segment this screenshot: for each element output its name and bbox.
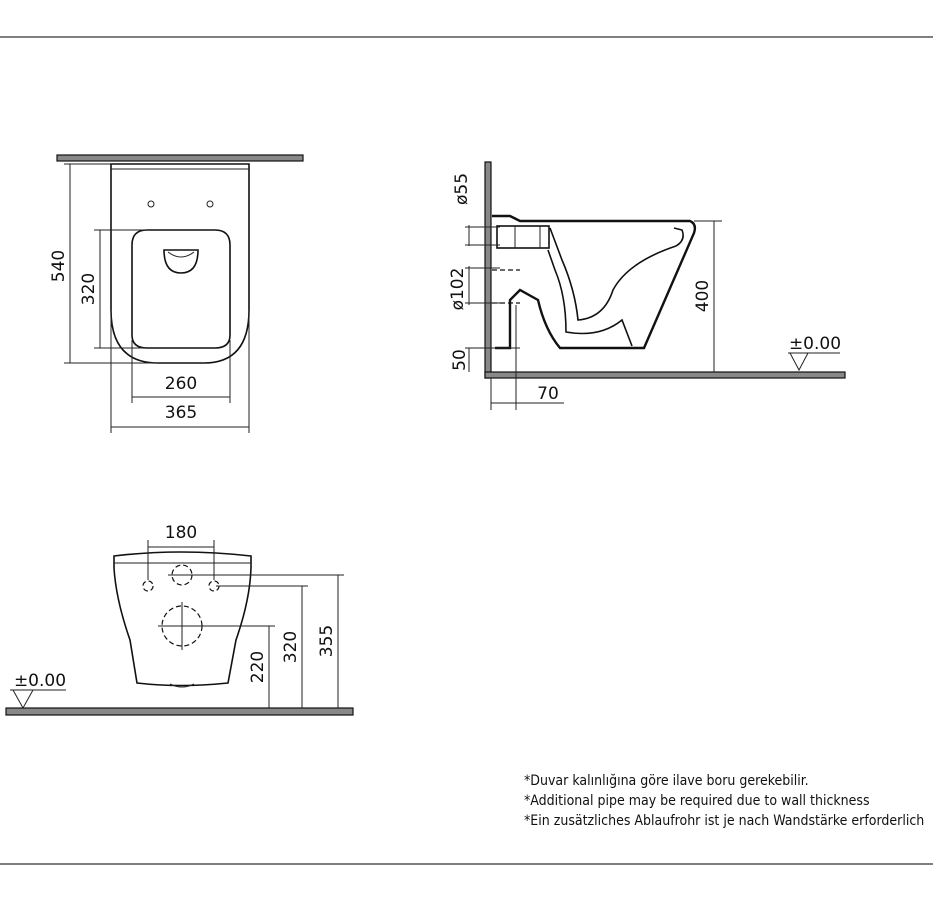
dim-label-70: 70 (537, 384, 559, 404)
rear-bolt-left (143, 581, 153, 591)
floor-level-marker (790, 353, 808, 370)
dim-label-260: 260 (164, 374, 198, 394)
note-german: *Ein zusätzliches Ablaufrohr ist je nach Wandstärke erforderlich (524, 813, 925, 829)
flush-outlet (164, 250, 198, 273)
flush-inlet (497, 226, 549, 248)
installation-notes (524, 773, 924, 829)
note-turkish: *Duvar kalınlığına göre ilave boru gerekebilir. (524, 773, 809, 789)
dim-label-320-rear: 320 (281, 630, 301, 664)
side-bowl-inner-trap-2 (548, 250, 632, 346)
dim-label-220: 220 (248, 650, 268, 684)
note-english: *Additional pipe may be required due to wall thickness (524, 793, 870, 809)
seat-opening (132, 230, 230, 348)
dim-label-102: ø102 (448, 267, 468, 311)
floor-level-label-side: ±0.00 (788, 334, 842, 354)
dim-label-400: 400 (693, 279, 713, 313)
dim-label-540: 540 (49, 249, 69, 283)
side-view (448, 162, 845, 410)
floor-level-label-rear: ±0.00 (13, 671, 67, 691)
wall-plate (57, 155, 303, 161)
front-view (49, 155, 303, 433)
rear-floor (6, 708, 353, 715)
dim-label-320-front: 320 (79, 272, 99, 306)
side-bowl-outline (492, 216, 695, 348)
dim-label-50: 50 (450, 349, 470, 371)
dim-label-55: ø55 (452, 172, 472, 206)
mounting-hole-right (207, 201, 213, 207)
dim-label-365: 365 (164, 403, 198, 423)
mounting-hole-left (148, 201, 154, 207)
flush-outlet-inner (168, 252, 194, 257)
dim-label-180: 180 (164, 523, 198, 543)
floor-level-marker-rear (13, 690, 33, 708)
side-floor (485, 372, 845, 378)
rear-view (6, 523, 353, 715)
side-wall (485, 162, 491, 378)
dim-label-355: 355 (317, 624, 337, 658)
